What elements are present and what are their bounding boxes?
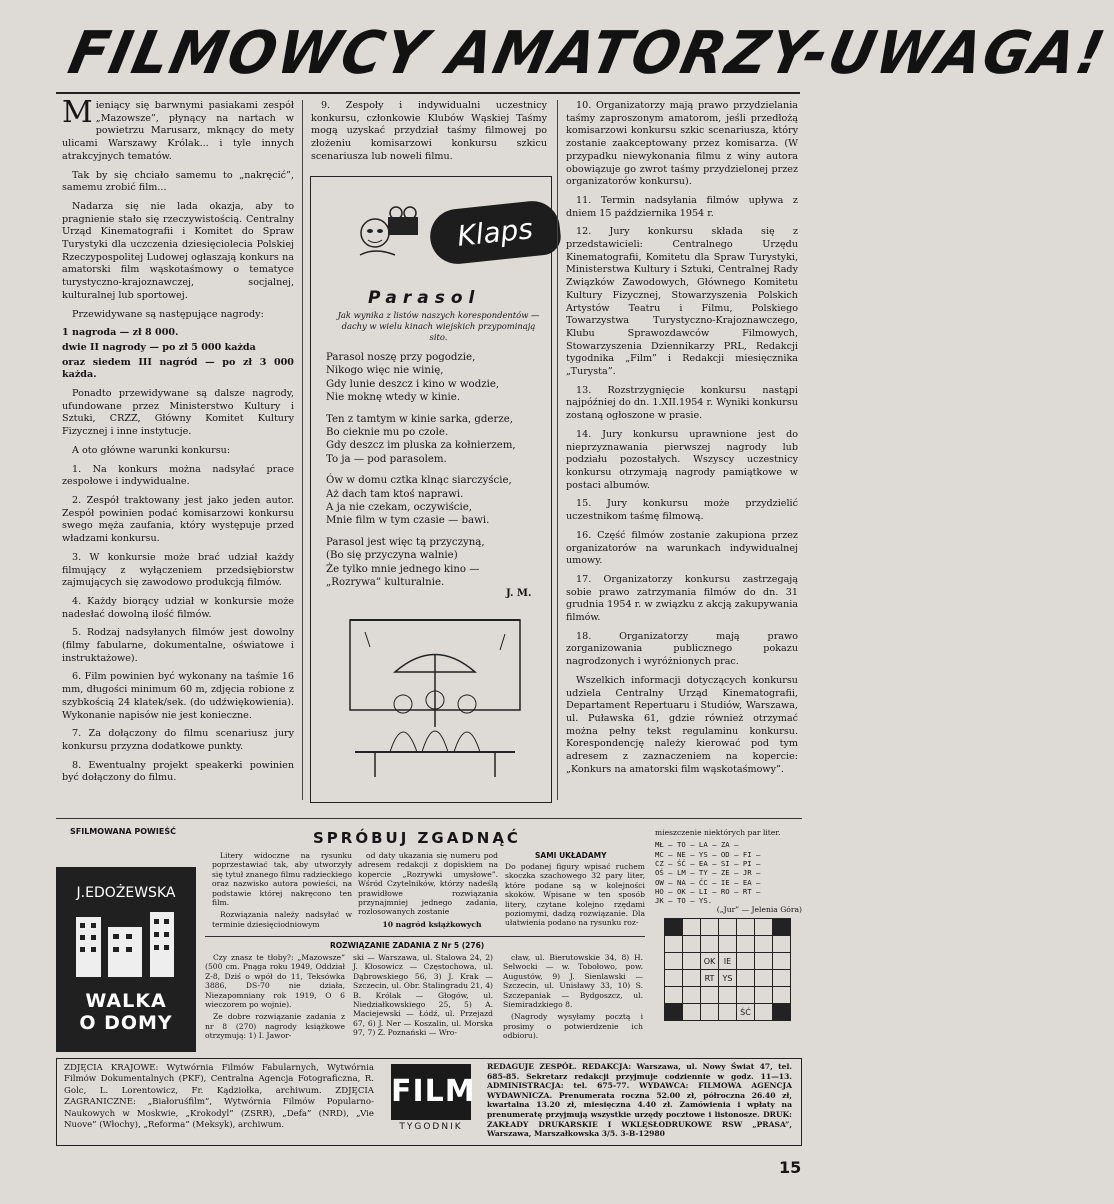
solution-heading: ROZWIĄZANIE ZADANIA Z Nr 5 (276) <box>330 941 485 950</box>
drop-cap: M <box>62 95 93 130</box>
poem-line: Bo ciekniе mu po czole. <box>326 427 449 439</box>
poem-line: A ja nie czekam, oczywiście, <box>326 502 473 514</box>
film-logo: FILM <box>391 1064 471 1120</box>
condition-18: 18. Organizatorzy mają prawo zorganizowania publicznego pokazu nagrodzonych i wyróżnionych prac. <box>566 630 798 668</box>
cinema-umbrella-cartoon <box>335 612 535 787</box>
condition-13: 13. Rozstrzygnięcie konkursu nastąpi najpóźniej do dn. 1.XII.1954 r. Wyniki konkursu zostaną ogłoszone w prasie. <box>566 384 798 422</box>
solution-text: Czy znasz te tłoby?: „Mazowsze” (500 cm. Pnąga roku 1949, Oddział Z-8, Dziś o wpół do 11, Teksówka 3886, DS-70 nie działa, Niezapomniany rok 1919, O 6 wieczorem po wojnie). <box>205 953 345 1010</box>
condition-15: 15. Jury konkursu może przydzielić uczestnikom taśmę filmową. <box>566 498 798 523</box>
puzzle-heading: SPRÓBUJ ZGADNĄĆ <box>313 829 521 847</box>
stanza-1 <box>326 351 541 405</box>
sami-heading: SAMI UKŁADAMY <box>535 851 607 860</box>
editorial-info: REDAGUJE ZESPÓŁ. REDAKCJA: Warszawa, ul. Nowy Świat 47, tel. 685-85. Sekretarz redakcji przyjmuje codziennie w godz. 11—13. ADMINISTRACJA: tel. 675-77. WYDAWCA: FILMOWA AGENCJA WYDAWNICZA. Prenumerata roczna 52.00 zł, półroczna 26.40 zł, kwartalna 13.20 zł, miesięczna 4.40 zł. Zamówienia i wpłaty na prenumeratę przyjmują wszystkie urzędy pocztowe i listonosze. DRUK: ZAKŁADY DRUKARSKIE I WKLĘSŁODRUKOWE RSW „PRASA”, Warszawa, Marszałkowska 3/5. 3-B-12980 <box>487 1062 792 1139</box>
poem-signature: J. M. <box>506 588 532 599</box>
page-number: 15 <box>779 1158 802 1177</box>
poem-line: Gdy deszcz im pluska za kołnierzem, <box>326 440 516 452</box>
cover-title-2: O DOMY <box>79 1012 173 1034</box>
puzzle-instructions <box>212 851 352 932</box>
condition-16: 16. Część filmów zostanie zakupiona przez organizatorów na warunkach indywidualnej umowy. <box>566 529 798 567</box>
puzzle-rules <box>358 851 498 932</box>
column-1 <box>62 95 294 791</box>
column-2 <box>311 100 547 170</box>
grid-cell-sc: ŚĆ <box>737 1004 755 1021</box>
parasol-note: Jak wynika z listów naszych korespondentów — dachy w wielu kinach wiejskich przypominają sito. <box>337 310 540 342</box>
knight-move-grid <box>664 918 791 1021</box>
sfilmowana-heading: SFILMOWANA POWIEŚĆ <box>70 827 176 836</box>
puzzle-text: Litery widoczne na rysunku poprzestawiać tak, aby utworzyły się tytuł znanego filmu radzieckiego oraz nazwisko autora powieści, na podstawie której nakręcono ten film. <box>212 851 352 908</box>
logo-subtitle: TYGODNIK <box>399 1122 463 1132</box>
poem-line: Nie moknę wtedy w kinie. <box>326 392 461 404</box>
condition-3: 3. W konkursie może brać udział każdy filmujący z wyłączeniem przedsiębiorstw zajmujących się zawodowo produkcją filmów. <box>62 551 294 589</box>
solution-col-1 <box>205 953 345 1044</box>
cover-buildings-illustration <box>56 907 196 982</box>
prize-1: 1 nagroda — zł 8 000. <box>62 327 179 339</box>
puzzle-text: Rozwiązania należy nadsyłać w terminie dziesięciodniowym <box>212 910 352 929</box>
pairs-line: CZ — ŚĆ — EA — SI — PI — <box>655 859 761 868</box>
condition-17: 17. Organizatorzy konkursu zastrzegają sobie prawo zatrzymania filmów do dn. 31 grudnia 1954 r. w związku z akcją zakupywania filmów. <box>566 573 798 624</box>
cartoon-cameraman-illustration <box>340 195 440 265</box>
puzzle-author: („Jur” — Jelenia Góra) <box>716 905 802 915</box>
grid-cell-ok: OK <box>701 953 719 970</box>
solution-text: cław, ul. Bierutowskie 34, 8) H. Selwocki — w. Tobołowo, pow. Augustów, 9) J. Sienlawski — Szczecin, ul. Unisławy 33, 10) S. Szczepaniak — Bydgoszcz, ul. Siemiradzkiego 8. <box>503 953 643 1010</box>
solution-col-3 <box>503 953 643 1044</box>
condition-4: 4. Każdy biorący udział w konkursie może nadesłać dowolną ilość filmów. <box>62 595 294 620</box>
conditions-intro: A oto główne warunki konkursu: <box>72 444 231 456</box>
section-divider <box>205 936 645 937</box>
solution-text: Ze dobre rozwiązanie zadania z nr 8 (270) nagrody książkowe otrzymują: 1) I. Jawor- <box>205 1012 345 1041</box>
poem-line: Gdy lunie deszcz i kino w wodzie, <box>326 378 500 390</box>
section-divider <box>56 818 802 819</box>
book-cover <box>56 867 196 1052</box>
pairs-line: OŚ — LM — TY — ZE — JR — <box>655 868 761 878</box>
cover-title-1: WALKA <box>85 990 167 1012</box>
solution-col-2: ski — Warszawa, ul. Stalowa 24, 2) J. Kłosowicz — Częstochowa, ul. Dąbrowskiego 56, 3) J. Krak — Szczecin, ul. Obr. Stalingradu 21, 4) B. Królak — Głogów, ul. Niedziałkowskiego 25, 5) A. Maciejewski — Łódź, ul. Przejazd 67, 6) J. Ner — Koszalin, ul. Morska 97, 7) Z. Poznański — Wro- <box>353 953 493 1038</box>
poem-line: Ów w domu cztka klnąc siarczyście, <box>326 475 512 487</box>
poem-line: Parasol noszę przy pogodzie, <box>326 352 476 363</box>
stanza-2 <box>326 413 541 467</box>
pairs-intro: mieszczenie niektórych par liter. <box>655 828 781 837</box>
grid-cell-rt: RT <box>701 970 719 987</box>
condition-2: 2. Zespół traktowany jest jako jeden autor. Zespół powinien podać komisarzowi konkursu swego męża zaufania, który występuje przed władzami konkursu. <box>62 494 294 545</box>
pairs-line: MŁ — TO — LA — ZA — <box>655 840 739 850</box>
puzzle-text: od daty ukazania się numeru pod adresem redakcji z dopiskiem na kopercie „Rozrywki umysłowe”. Wśród Czytelników, którzy nadeślą prawidłowe rozwiązania przynajmniej jednego zadania, rozlosowanych zostanie <box>358 851 498 917</box>
pairs-line: JK — TO — YS. <box>655 896 713 906</box>
photo-credits: ZDJĘCIA KRAJOWE: Wytwórnia Filmów Fabularnych, Wytwórnia Filmów Dokumentalnych (PKF), Centralna Agencja Fotograficzna, R. Golc, L. Lorentowicz, Fr. Kądziołka, archiwum. ZDJĘCIA ZAGRANICZNE: „Białoruśfilm”, Wytwórnia Filmów Popularno-Naukowych w Moskwie, „Krokodyl” (ZSRR), „Defa” (NRD), „Vie Nuove” (Włochy), „Reforma” (Meksyk), archiwum. <box>64 1063 374 1131</box>
pairs-line: OW — NA — ĆC — IE — EA — <box>655 877 761 887</box>
condition-10: 10. Organizatorzy mają prawo przydzielania taśmy zaproszonym amatorom, jeśli przedłożą komisarzowi konkursu szkic scenariusza, który zostanie zaakceptowany przez komisarza. (W przypadku niewykonania filmu z winy autora obowiązuje go zwrot taśmy przydzielonej przez organizatorów konkursu). <box>566 100 798 188</box>
col1-paragraph-5: Ponadto przewidywane są dalsze nagrody, ufundowane przez Ministerstwo Kultury i Sztuki, CRZZ, Główny Komitet Kultury Fizycznej i inne instytucje. <box>62 388 294 438</box>
klaps-logo: Klaps <box>427 198 562 266</box>
poem-line: To ja — pod parasolem. <box>326 453 447 465</box>
grid-cell-ie: IE <box>719 953 737 970</box>
letter-pairs <box>655 828 802 915</box>
pairs-line: MC — NE — YS — OD — FI — <box>655 849 761 859</box>
column-divider <box>302 100 303 800</box>
condition-8: 8. Ewentualny projekt speakerki powinien być dołączony do filmu. <box>62 759 294 784</box>
condition-14: 14. Jury konkursu uprawnione jest do nieprzyznawania pierwszej nagrody lub podziału pozostałych. Wszyscy uczestnicy konkursu otrzymają nagrody pamiątkowe w postaci albumów. <box>566 428 798 491</box>
col1-paragraph-2: Tak by się chciało samemu to „nakręcić”, samemu zrobić film... <box>62 169 294 194</box>
sami-text: Do podanej figury wpisać ruchem skoczka szachowego 32 pary liter, które podane są w kolejności skoków. Wpisane w ten sposób litery, czytane kolejno rzędami poziomymi, dadzą rozwiązanie. Dla ułatwienia podano na rysunku roz- <box>505 862 645 928</box>
prize-2: dwie II nagrody — po zł 5 000 każda <box>62 341 256 353</box>
column-3 <box>566 100 798 782</box>
col1-paragraph-1: ieniący się barwnymi pasiakami zespół „Mazowsze”, płynący na nartach w powietrzu Marusarz, mknący do mety ulicami Warszawy Królak... i tyle innych atrakcyjnych tematów. <box>62 100 294 162</box>
cover-author: J.EDOŻEWSKA <box>76 885 176 901</box>
puzzle-prize: 10 nagród książkowych <box>382 919 482 929</box>
pairs-line: HO — OK — LI — RO — RT — <box>655 886 761 896</box>
condition-7: 7. Za dołączony do filmu scenariusz jury konkursu przyzna dodatkowe punkty. <box>62 728 294 752</box>
parasol-title: Parasol <box>368 288 481 308</box>
poem-line: Parasol jest więc tą przyczyną, <box>326 536 485 548</box>
page-title: FILMOWCY AMATORZY-UWAGA! <box>62 19 1112 88</box>
col1-paragraph-3: Nadarza się nie lada okazja, aby to pragnienie stało się rzeczywistością. Centralny Urząd Kinematografii i Komitet do Spraw Turystyki dla uczczenia dziesięciolecia Polskiej Rzeczypospolitej Ludowej ogłaszają konkurs na amatorski film wąskotaśmowy o tematyce turystyczno-krajoznawczej, socjalnej, kulturalnej lub sportowej. <box>62 200 294 301</box>
stanza-4 <box>326 536 541 590</box>
contact-info: Wszelkich informacji dotyczących konkursu udziela Centralny Urząd Kinematografii, Departament Repertuaru i Studiów, Warszawa, ul. Puławska 61, gdzie również otrzymać można pełny tekst regulaminu konkursu. Korespondencję należy kierować pod tym adresem z zaznaczeniem na kopercie: „Konkurs na amatorski film wąskotaśmowy”. <box>566 674 798 775</box>
poem-line: Mnie film w tym czasie — bawi. <box>326 515 490 527</box>
poem-line: (Bo się przyczyna walnie) <box>326 550 458 562</box>
condition-12: 12. Jury konkursu składa się z przedstawicieli: Centralnego Urzędu Kinematografii, Komitetu dla Spraw Turystyki, Ministerstwa Kultury i Sztuki, Centralnej Rady Związków Zawodowych, Głównego Komitetu Kultury Fizycznej, Stowarzyszenia Polskich Artystów Teatru i Filmu, Polskiego Towarzystwa Turystyczno-Krajoznawczego, Klubu Sprawozdawców Filmowych, Stowarzyszenia Dziennikarzy PRL, Redakcji tygodnika „Film” i Redakcji miesięcznika „Turysta”. <box>566 226 798 378</box>
column-divider <box>557 100 558 800</box>
condition-1: 1. Na konkurs można nadsyłać prace zespołowe i indywidualne. <box>62 463 294 488</box>
prize-3: oraz siedem III nagród — po zł 3 000 każda. <box>62 356 294 381</box>
stanza-3 <box>326 474 541 528</box>
grid-cell-ys: YS <box>719 970 737 987</box>
condition-11: 11. Termin nadsyłania filmów upływa z dniem 15 października 1954 r. <box>566 194 798 219</box>
condition-5: 5. Rodzaj nadsyłanych filmów jest dowolny (filmy fabularne, dokumentalne, oświatowe i instruktażowe). <box>62 627 294 664</box>
parasol-poem <box>326 351 541 598</box>
title-underline <box>56 92 800 94</box>
poem-line: „Rozrywa” kulturalnie. <box>326 577 445 589</box>
poem-line: Nikogo więc nie winię, <box>326 365 444 377</box>
prizes-intro: Przewidywane są następujące nagrody: <box>72 308 264 320</box>
poem-line: Że tylko mnie jednego kino — <box>326 563 480 575</box>
solution-text: (Nagrody wysyłamy pocztą i prosimy o potwierdzenie ich odbioru). <box>503 1012 643 1041</box>
condition-6: 6. Film powinien być wykonany na taśmie 16 mm, długości minimum 60 m, zdjęcia robione z szybkością 24 klatek/sek. (do udźwiękowienia). Wykonanie napisów nie jest konieczne. <box>62 671 294 721</box>
condition-9: 9. Zespoły i indywidualni uczestnicy konkursu, członkowie Klubów Wąskiej Taśmy mogą uzyskać przydział taśmy filmowej po złożeniu komisarzowi konkursu szkicu scenariusza lub noweli filmu. <box>311 100 547 162</box>
poem-line: Aż dach tam ktoś naprawi. <box>326 488 464 500</box>
poem-line: Ten z tamtym w kinie sarka, gderze, <box>326 413 513 425</box>
